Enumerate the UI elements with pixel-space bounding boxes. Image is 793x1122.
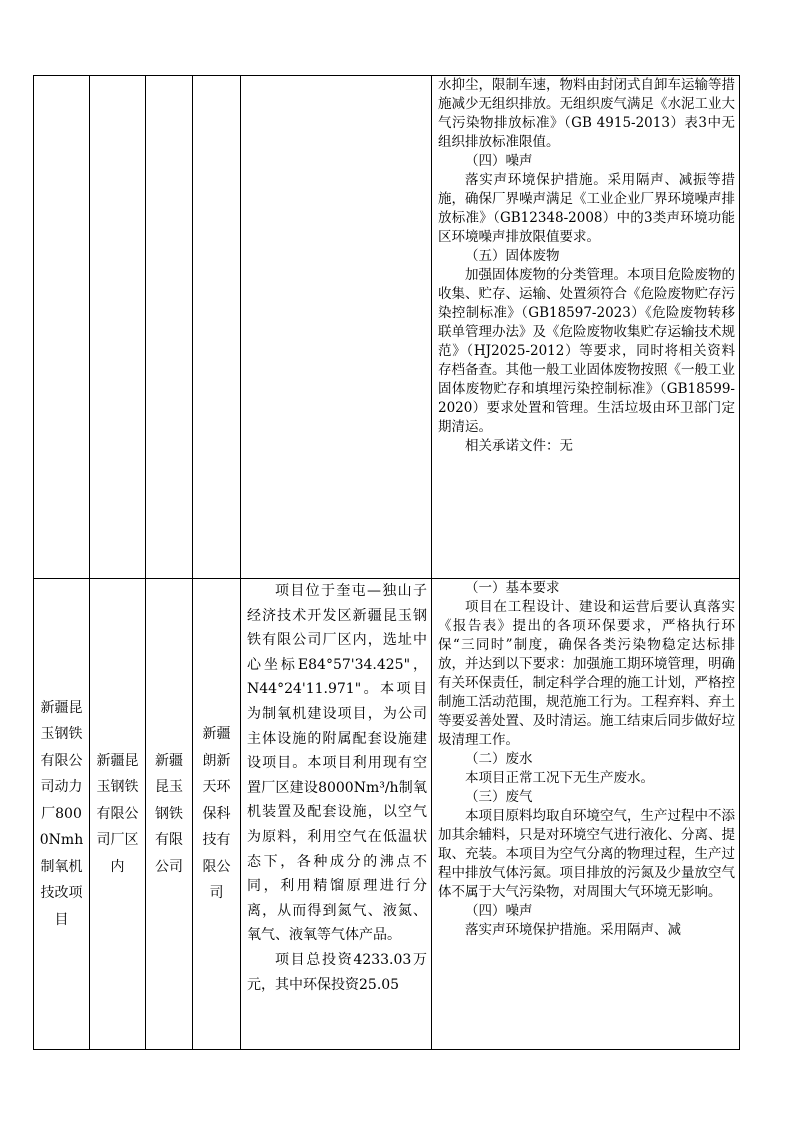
requirement-heading: （四）噪声: [465, 153, 533, 169]
cell-project-name: [34, 76, 90, 579]
requirement-paragraph: 落实声环境保护措施。采用隔声、减: [465, 922, 681, 938]
requirement-paragraph: 水抑尘，限制车速，物料由封闭式自卸车运输等措施减少无组织排放。无组织废气满足《水泥工业大气污染物排放标准》（GB 4915-2013）表3中无组织排放标准限值。: [438, 77, 735, 150]
table-row: [34, 76, 740, 579]
document-table: [33, 75, 740, 1050]
cell-project-name: [34, 579, 90, 1050]
overview-paragraph: 项目位于奎屯—独山子经济技术开发区新疆昆玉钢铁有限公司厂区内，选址中心坐标E84°57'34.425"，N44°24'11.971"。本项目为制氧机建设项目，为公司主体设施的附属配套设施建设项目。本项目利用现有空置厂区建设8000Nm³/h制氧机装置及配套设施，以空气为原料，利用空气在低温状态下，各种成分的沸点不同，利用精馏原理进行分离，从而得到氮气、液氮、氧气、液氧等气体产品。: [247, 583, 427, 944]
commitment-text: 相关承诺文件：无: [465, 438, 573, 454]
cell-builder: [146, 579, 193, 1050]
requirement-paragraph: 项目在工程设计、建设和运营后要认真落实《报告表》提出的各项环保要求，严格执行环保“三同时”制度，确保各类污染物稳定达标排放，并达到以下要求：加强施工期环境管理，明确有关环保责任，制定科学合理的施工计划，严格控制施工活动范围，规范施工行为。工程弃料、弃土等要妥善处置、及时清运。施工结束后同步做好垃圾清理工作。: [438, 599, 735, 748]
cell-location: [90, 76, 146, 579]
cell-approval-requirements: [432, 76, 740, 579]
cell-eia-unit: [193, 579, 241, 1050]
cell-location: [90, 579, 146, 1050]
requirement-paragraph: 加强固体废物的分类管理。本项目危险废物的收集、贮存、运输、处置须符合《危险废物贮存污染控制标准》（GB18597-2023）《危险废物转移联单管理办法》及《危险废物收集贮存运输技术规范》（HJ2025-2012）等要求，同时将相关资料存档备查。其他一般工业固体废物按照《一般工业固体废物贮存和填埋污染控制标准》（GB18599-2020）要求处置和管理。生活垃圾由环卫部门定期清运。: [438, 267, 735, 435]
project-name: 新疆昆玉钢铁有限公司动力厂8000Nmh制氧机技改项目: [39, 699, 84, 928]
requirement-paragraph: 本项目原料均取自环境空气，生产过程中不添加其余辅料，只是对环境空气进行液化、分离、提取、充装。本项目为空气分离的物理过程，生产过程中排放气体污氮。项目排放的污氮及少量放空气体不属于大气污染物，对周围大气环境无影响。: [438, 808, 735, 900]
project-location: 新疆昆玉钢铁有限公司厂区内: [96, 752, 139, 875]
requirement-paragraph: 本项目正常工况下无生产废水。: [465, 770, 654, 786]
requirement-heading: （三）废气: [465, 789, 533, 805]
cell-eia-unit: [193, 76, 241, 579]
builder-name: 新疆昆玉钢铁有限公司: [155, 752, 183, 875]
cell-builder: [146, 76, 193, 579]
requirement-paragraph: 落实声环境保护措施。采用隔声、减振等措施，确保厂界噪声满足《工业企业厂界环境噪声排放标准》（GB12348-2008）中的3类声环境功能区环境噪声排放限值要求。: [438, 172, 735, 245]
cell-project-overview: [241, 76, 432, 579]
requirement-heading: （二）废水: [465, 751, 533, 767]
table-row: [34, 579, 740, 1050]
cell-approval-requirements: [432, 579, 740, 1050]
requirement-heading: （四）噪声: [465, 903, 533, 919]
overview-paragraph: 项目总投资4233.03万元，其中环保投资25.05: [247, 951, 427, 993]
cell-project-overview: [241, 579, 432, 1050]
requirement-heading: （一）基本要求: [465, 580, 560, 596]
requirement-heading: （五）固体废物: [465, 248, 560, 264]
eia-unit-name: 新疆朗新天环保科技有限公司: [202, 726, 231, 902]
